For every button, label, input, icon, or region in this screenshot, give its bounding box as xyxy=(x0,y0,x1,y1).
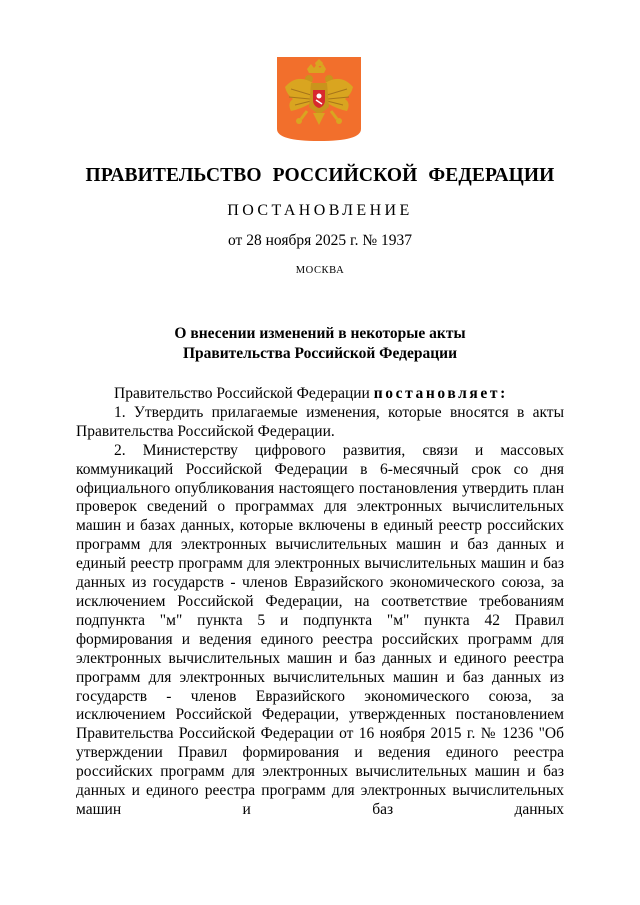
russian-coat-of-arms-icon xyxy=(277,57,361,141)
date-number: от 28 ноября 2025 г. № 1937 xyxy=(228,232,412,249)
government-title: ПРАВИТЕЛЬСТВО РОССИЙСКОЙ ФЕДЕРАЦИИ xyxy=(85,165,555,186)
subject-line-2: Правительства Российской Федерации xyxy=(182,345,458,362)
item-2: 2. Министерству цифрового развития, связи и массовых коммуникаций Российской Федерации в 6-месячный срок со дня официального опубликования настоящего постановления утвердить план проверок сведений о программах для электронных вычислительных машин и базах данных, которые включены в единый реестр российских программ для электронных вычислительных машин и баз данных и единый реестр программ для электронных вычислительных машин и баз данных из государств - членов Евразийского экономического союза, за исключением Российской Федерации, на соответствие требованиям подпункта "м" пункта 5 и подпункта "м" пункта 42 Правил формирования и ведения единого реестра российских программ для электронных вычислительных машин и баз данных и единого реестра программ для электронных вычислительных машин и баз данных из государств - членов Евразийского экономического союза, за исключением Российской Федерации, утвержденных постановлением Правительства Российской Федерации от 16 ноября 2015 г. № 1236 "Об утверждении Правил формирования и ведения единого реестра российских программ для электронных вычислительных машин и баз данных и единого реестра программ для электронных вычислительных машин и баз данных xyxy=(76,441,564,818)
document-subject xyxy=(0,324,640,364)
city: МОСКВА xyxy=(295,265,345,276)
subject-line-1: О внесении изменений в некоторые акты xyxy=(174,325,466,342)
document-type: ПОСТАНОВЛЕНИЕ xyxy=(227,202,413,219)
document-body xyxy=(76,385,564,820)
intro-paragraph xyxy=(76,385,564,404)
resolves-word: постановляет: xyxy=(373,385,508,402)
item-1: 1. Утвердить прилагаемые изменения, которые вносятся в акты Правительства Российской Федерации. xyxy=(76,403,564,440)
intro-text: Правительство Российской Федерации xyxy=(114,385,370,402)
